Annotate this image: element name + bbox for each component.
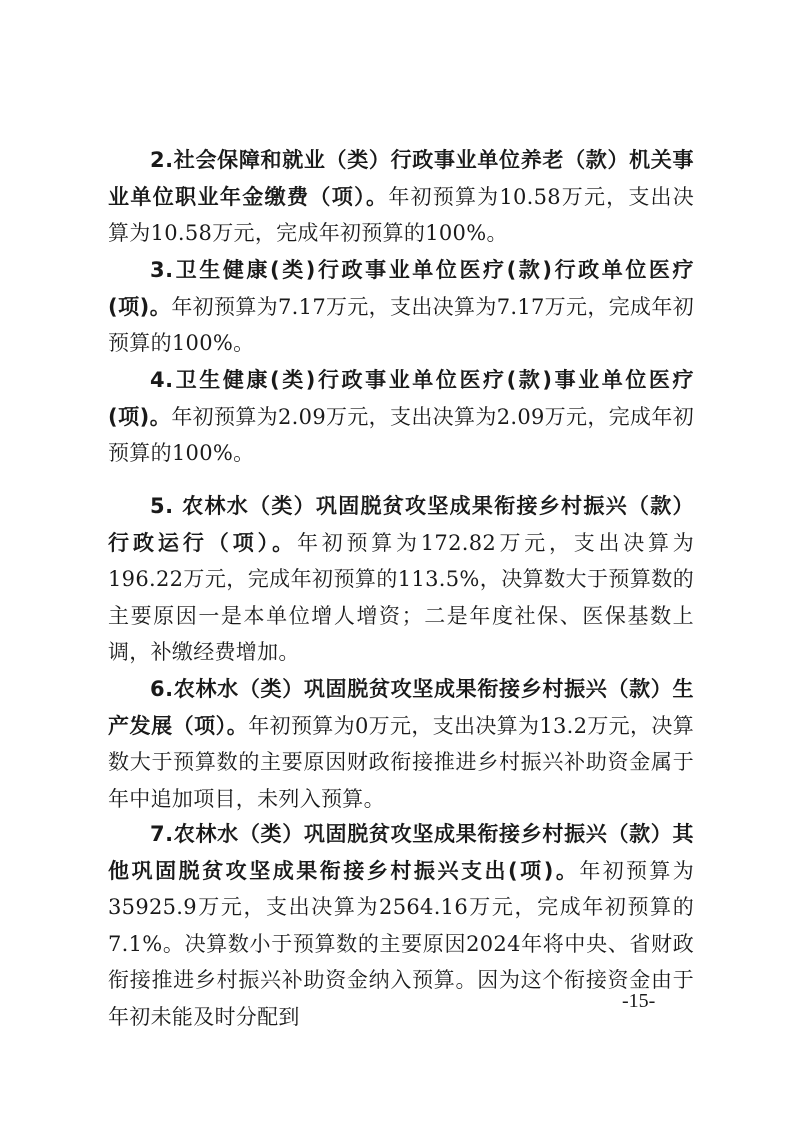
paragraph-item-5 <box>108 488 694 671</box>
paragraph-body: 年初预算为7.17万元，支出决算为7.17万元，完成年初预算的100%。 <box>108 294 694 355</box>
paragraph-heading: 7.农林水（类）巩固脱贫攻坚成果衔接乡村振兴（款）其他巩固脱贫攻坚成果衔接乡村振兴支出(项)。 <box>108 822 694 883</box>
paragraph-item-6 <box>108 671 694 817</box>
paragraph-item-2 <box>108 142 694 252</box>
paragraph-item-4 <box>108 362 694 472</box>
page-number: -15- <box>622 990 656 1012</box>
paragraph-item-7 <box>108 816 694 1035</box>
paragraph-body: 年初预算为35925.9万元，支出决算为2564.16万元，完成年初预算的7.1%。决算数小于预算数的主要原因2024年将中央、省财政衔接推进乡村振兴补助资金纳入预算。因为这个衔接资金由于年初未能及时分配到 <box>108 858 695 1029</box>
paragraph-heading: 4.卫生健康(类)行政事业单位医疗(款)事业单位医疗(项)。 <box>108 368 694 429</box>
paragraph-item-3 <box>108 252 694 362</box>
paragraph-heading: 3.卫生健康(类)行政事业单位医疗(款)行政单位医疗(项)。 <box>108 258 694 319</box>
paragraph-body: 年初预算为172.82万元，支出决算为196.22万元，完成年初预算的113.5%，决算数大于预算数的主要原因一是本单位增人增资；二是年度社保、医保基数上调，补缴经费增加。 <box>108 530 694 664</box>
paragraph-heading: 5. 农林水（类）巩固脱贫攻坚成果衔接乡村振兴（款）行政运行（项）。 <box>108 494 694 555</box>
paragraph-heading: 2.社会保障和就业（类）行政事业单位养老（款）机关事业单位职业年金缴费（项）。 <box>108 148 694 209</box>
paragraph-body: 年初预算为10.58万元，支出决算为10.58万元，完成年初预算的100%。 <box>108 184 695 245</box>
paragraph-body: 年初预算为0万元，支出决算为13.2万元，决算数大于预算数的主要原因财政衔接推进乡村振兴补助资金属于年中追加项目，未列入预算。 <box>108 713 694 811</box>
paragraph-body: 年初预算为2.09万元，支出决算为2.09万元，完成年初预算的100%。 <box>108 404 694 465</box>
paragraph-heading: 6.农林水（类）巩固脱贫攻坚成果衔接乡村振兴（款）生产发展（项）。 <box>108 677 694 738</box>
